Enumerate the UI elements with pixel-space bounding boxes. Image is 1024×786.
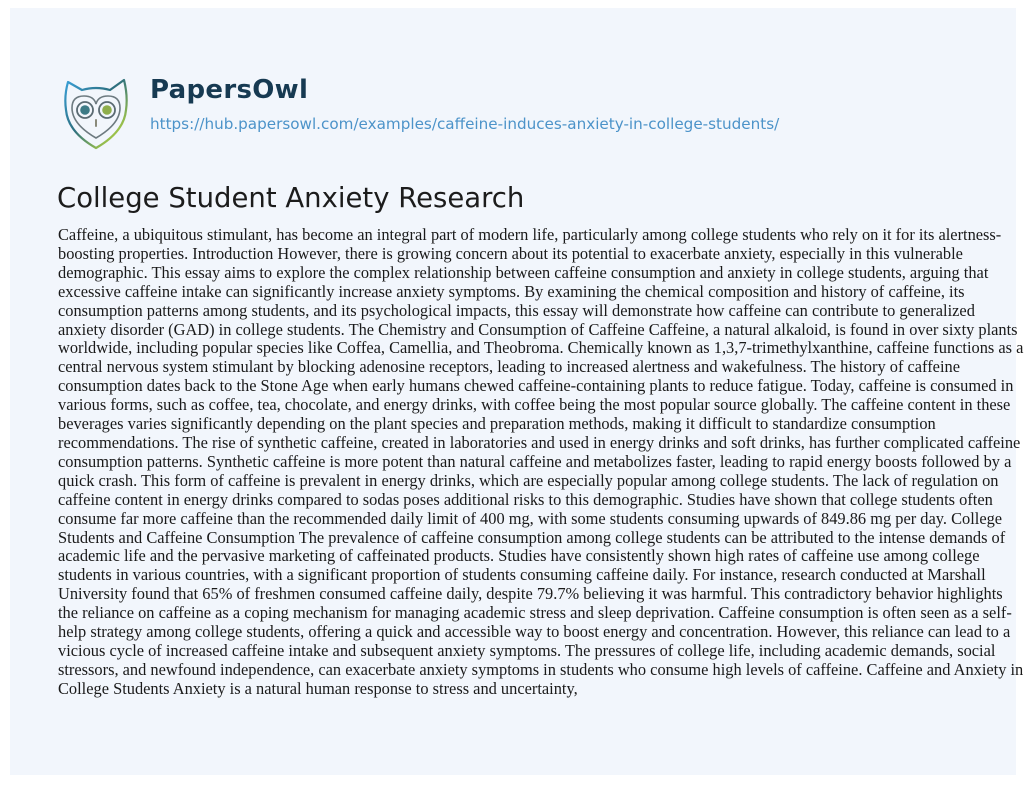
header [58,74,779,154]
owl-logo-icon [58,74,134,152]
source-url-link[interactable]: https://hub.papersowl.com/examples/caffeine-induces-anxiety-in-college-students/ [150,115,780,133]
page-title: College Student Anxiety Research [57,182,525,214]
document-panel [10,8,1024,775]
article-body: Caffeine, a ubiquitous stimulant, has become an integral part of modern life, particularly among college students who rely on it for its alertness-boosting properties. Introduction However, there is growing concern about its potential to exacerbate anxiety, especially in this vulnerable demographic. This essay aims to explore the complex relationship between caffeine consumption and anxiety in college students, arguing that excessive caffeine intake can significantly increase anxiety symptoms. By examining the chemical composition and history of caffeine, its consumption patterns among students, and its psychological impacts, this essay will demonstrate how caffeine can contribute to generalized anxiety disorder (GAD) in college students. The Chemistry and Consumption of Caffeine Caffeine, a natural alkaloid, is found in over sixty plants worldwide, including popular species like Coffea, Camellia, and Theobroma. Chemically known as 1,3,7-trimethylxanthine, caffeine functions as a central nervous system stimulant by blocking adenosine receptors, leading to increased alertness and wakefulness. The history of caffeine consumption dates back to the Stone Age when early humans chewed caffeine-containing plants to reduce fatigue. Today, caffeine is consumed in various forms, such as coffee, tea, chocolate, and energy drinks, with coffee being the most popular source globally. The caffeine content in these beverages varies significantly depending on the plant species and preparation methods, making it difficult to standardize consumption recommendations. The rise of synthetic caffeine, created in laboratories and used in energy drinks and soft drinks, has further complicated caffeine consumption patterns. Synthetic caffeine is more potent than natural caffeine and metabolizes faster, leading to rapid energy boosts followed by a quick crash. This form of caffeine is prevalent in energy drinks, which are especially popular among college students. The lack of regulation on caffeine content in energy drinks compared to sodas poses additional risks to this demographic. Studies have shown that college students often consume far more caffeine than the recommended daily limit of 400 mg, with some students consuming upwards of 849.86 mg per day. College Students and Caffeine Consumption The prevalence of caffeine consumption among college students can be attributed to the intense demands of academic life and the pervasive marketing of caffeinated products. Studies have consistently shown high rates of caffeine use among college students in various countries, with a significant proportion of students consuming caffeine daily. For instance, research conducted at Marshall University found that 65% of freshmen consumed caffeine daily, despite 79.7% believing it was harmful. This contradictory behavior highlights the reliance on caffeine as a coping mechanism for managing academic stress and sleep deprivation. Caffeine consumption is often seen as a self-help strategy among college students, offering a quick and accessible way to boost energy and concentration. However, this reliance can lead to a vicious cycle of increased caffeine intake and subsequent anxiety symptoms. The pressures of college life, including academic demands, social stressors, and newfound independence, can exacerbate anxiety symptoms in students who consume high levels of caffeine. Caffeine and Anxiety in College Students Anxiety is a natural human response to stress and uncertainty, [58,225,1024,698]
brand-name: PapersOwl [150,75,309,105]
